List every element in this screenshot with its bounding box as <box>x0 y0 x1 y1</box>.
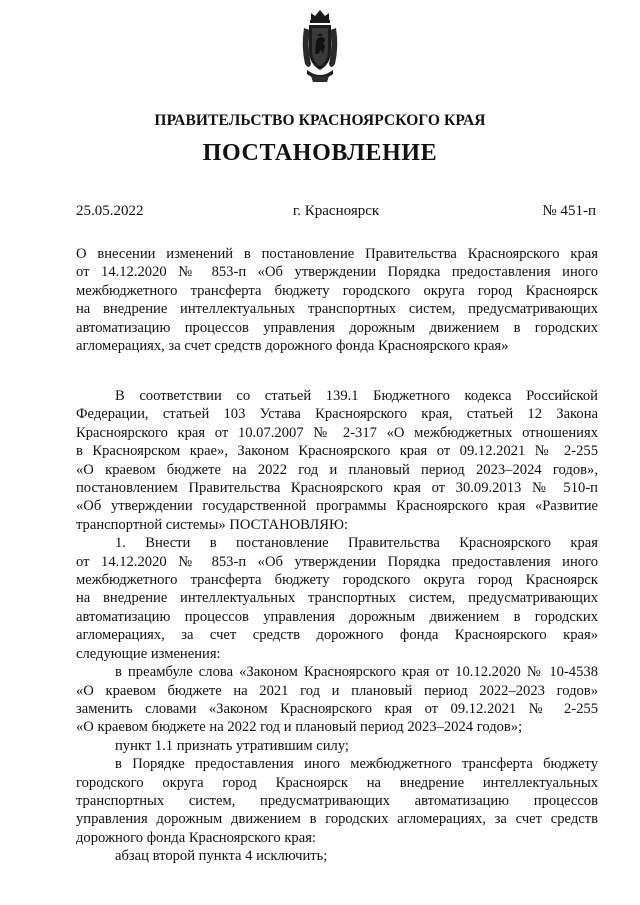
document-body <box>76 387 598 866</box>
procedure-change-paragraph <box>76 755 598 847</box>
subject-line: автоматизацию процессов управления дорожным движением в городских <box>76 319 598 336</box>
government-title: ПРАВИТЕЛЬСТВО КРАСНОЯРСКОГО КРАЯ <box>154 112 486 129</box>
body-line: заменить словами «Законом Красноярского края от 09.12.2021 № 2-255 <box>76 700 598 717</box>
paragraph-remove-paragraph <box>76 847 598 865</box>
subject-line: на внедрение интеллектуальных транспортных систем, предусматривающих <box>76 301 598 318</box>
item-1-paragraph <box>76 534 598 663</box>
body-line: Федерации, статьей 103 Устава Красноярского края, статьей 12 Закона <box>76 406 598 423</box>
document-meta-row <box>76 203 596 223</box>
body-line: агломерациях, за счет средств дорожного фонда Красноярского края» <box>76 627 598 644</box>
document-city: г. Красноярск <box>292 203 380 219</box>
body-line: «Об утверждении государственной программы Красноярского края «Развитие <box>76 498 598 515</box>
coat-of-arms-emblem <box>299 6 341 88</box>
body-line: на внедрение интеллектуальных транспортных систем, предусматривающих <box>76 590 598 607</box>
subject-line: агломерациях, за счет средств дорожного фонда Красноярского края» <box>76 338 509 355</box>
body-line: городского округа город Красноярск на внедрение интеллектуальных <box>76 774 598 791</box>
body-line: 1. Внести в постановление Правительства Красноярского края <box>115 535 598 552</box>
body-line: транспортной системы» ПОСТАНОВЛЯЮ: <box>76 516 349 533</box>
body-line: от 14.12.2020 № 853-п «Об утверждении Порядка предоставления иного <box>76 553 598 570</box>
body-line: следующие изменения: <box>76 645 221 662</box>
body-line: постановлением Правительства Красноярского края от 30.09.2013 № 510-п <box>76 480 598 497</box>
body-line: автоматизацию процессов управления дорожным движением в городских <box>76 608 598 625</box>
body-line: В соответствии со статьей 139.1 Бюджетного кодекса Российской <box>115 388 598 404</box>
body-line: управления дорожным движением в городских агломерациях, за счет средств <box>76 811 598 828</box>
body-line: «О краевом бюджете на 2022 год и плановый период 2023–2024 годов», <box>76 461 598 478</box>
subject-line: О внесении изменений в постановление Правительства Красноярского края <box>76 246 598 262</box>
preamble-change-paragraph <box>76 663 598 737</box>
preamble-paragraph <box>76 387 598 534</box>
body-line: дорожного фонда Красноярского края: <box>76 829 316 846</box>
body-line: межбюджетного трансферта бюджету городского округа город Красноярск <box>76 572 598 589</box>
point-1-1-paragraph <box>76 737 598 755</box>
subject-line: межбюджетного трансферта бюджету городского округа город Красноярск <box>76 282 598 299</box>
body-line: «О краевом бюджете на 2021 год и плановый период 2022–2023 годов» <box>76 682 598 699</box>
body-line: Красноярского края от 10.07.2007 № 2-317 «О межбюджетных отношениях <box>76 424 598 441</box>
body-line: абзац второй пункта 4 исключить; <box>115 848 328 865</box>
body-line: «О краевом бюджете на 2022 год и плановый период 2023–2024 годов»; <box>76 719 523 736</box>
body-line: пункт 1.1 признать утратившим силу; <box>115 737 349 754</box>
document-date: 25.05.2022 <box>76 203 144 219</box>
document-subject <box>76 245 598 355</box>
subject-line: от 14.12.2020 № 853-п «Об утверждении Порядка предоставления иного <box>76 264 598 281</box>
body-line: в преамбуле слова «Законом Красноярского края от 10.12.2020 № 10-4538 <box>115 664 598 681</box>
body-line: транспортных систем, предусматривающих автоматизацию процессов <box>76 792 598 809</box>
document-number: № 451-п <box>542 203 596 219</box>
document-type-title: ПОСТАНОВЛЕНИЕ <box>202 140 438 166</box>
body-line: в Красноярском крае», Законом Красноярского края от 09.12.2021 № 2-255 <box>76 443 598 460</box>
body-line: в Порядке предоставления иного межбюджетного трансферта бюджету <box>115 756 598 773</box>
